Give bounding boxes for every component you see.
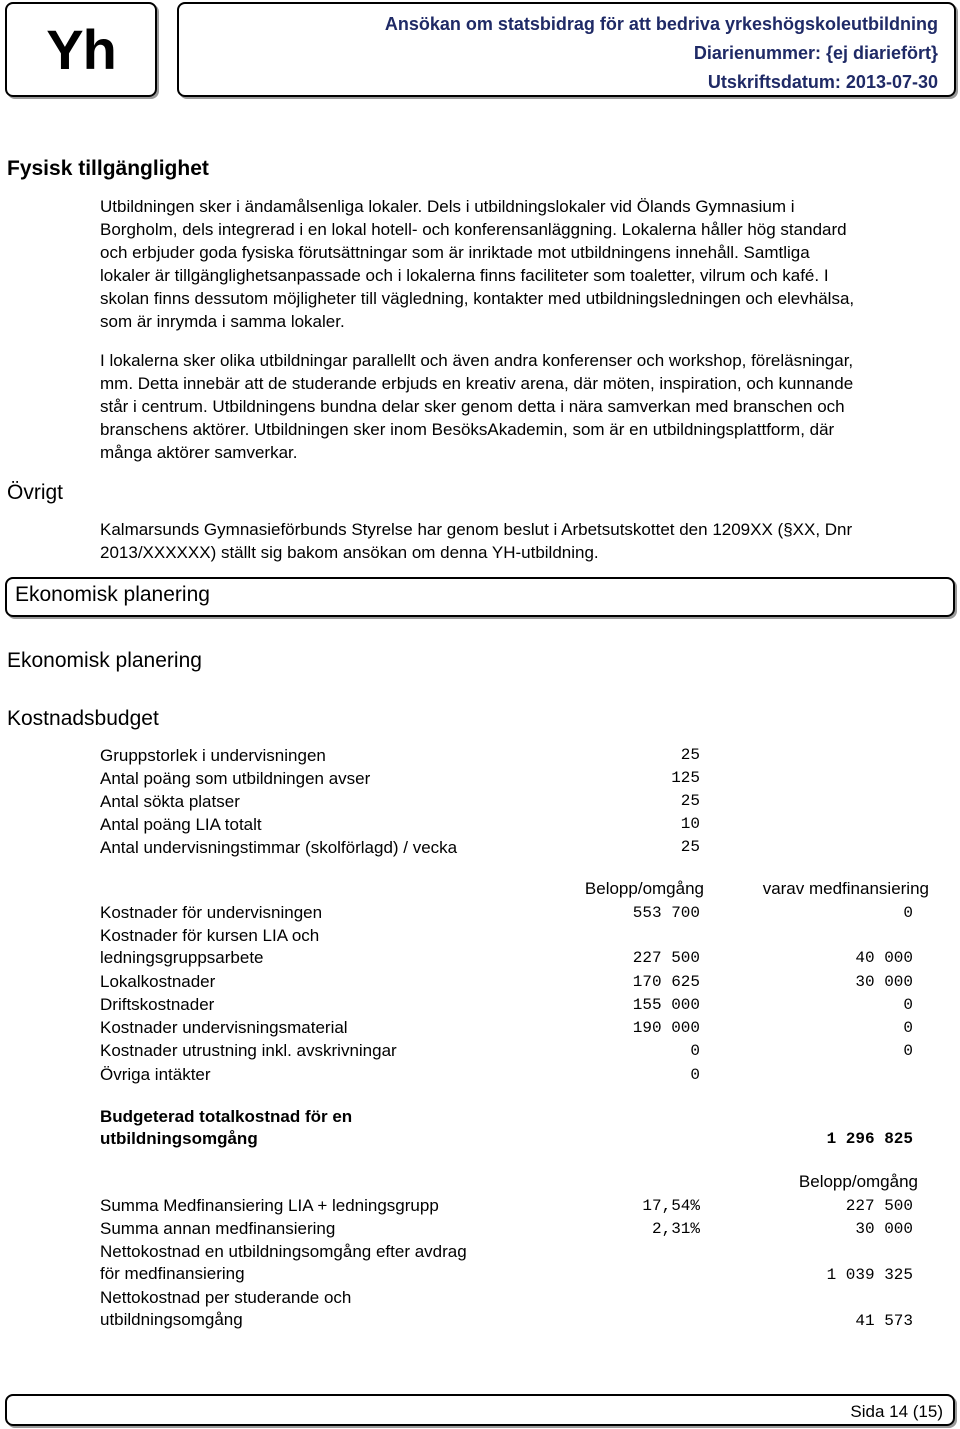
summary-label: utbildningsomgång <box>100 1310 243 1329</box>
utskriftsdatum: Utskriftsdatum: 2013-07-30 <box>707 72 938 92</box>
summary-label: Summa annan medfinansiering <box>100 1219 336 1238</box>
basics-value: 10 <box>680 815 700 833</box>
ekonomisk-heading: Ekonomisk planering <box>7 649 202 672</box>
cost-label: Kostnader utrustning inkl. avskrivningar <box>100 1041 397 1060</box>
basics-label: Gruppstorlek i undervisningen <box>100 746 326 765</box>
fysisk-line: Borgholm, dels integrerad i en lokal hotell- och konferensanläggning. Lokalerna håller hög standard <box>100 220 847 239</box>
section-box-title: Ekonomisk planering <box>15 583 210 606</box>
basics-value: 25 <box>680 838 700 856</box>
costs-col1-header: Belopp/omgång <box>584 879 704 898</box>
basics-label: Antal poäng som utbildningen avser <box>100 769 371 788</box>
cost-amount: 553 700 <box>632 904 700 922</box>
ovrigt-line: Kalmarsunds Gymnasieförbunds Styrelse har genom beslut i Arbetsutskottet den 1209XX (§XX, Dnr <box>100 520 853 539</box>
ovrigt-line: I lokalerna sker olika utbildningar parallellt och även andra konferenser och workshop, föreläsningar, <box>100 351 854 370</box>
ovrigt-line: mm. Detta innebär att de studerande erbjuds en kreativ arena, där möten, inspiration, och kunnande <box>100 374 854 393</box>
fysisk-line: skolan finns dessutom möjligheter till vägledning, kontakter med utbildningsledningen och elevhälsa, <box>100 289 855 308</box>
cost-amount: 190 000 <box>632 1019 700 1037</box>
fysisk-line: och erbjuder goda fysiska förutsättningar som är inriktade mot utbildningens innehåll. Samtliga <box>100 243 810 262</box>
document-header <box>177 2 956 97</box>
cost-label: Lokalkostnader <box>100 972 216 991</box>
ovrigt-line: 2013/XXXXXX) ställt sig bakom ansökan om denna YH-utbildning. <box>100 543 599 562</box>
summary-percent: 17,54% <box>642 1197 700 1215</box>
fysisk-heading: Fysisk tillgänglighet <box>7 157 209 180</box>
document-title: Ansökan om statsbidrag för att bedriva yrkeshögskoleutbildning <box>384 14 938 34</box>
fysisk-line: lokaler är tillgänglighetsanpassade och i lokalerna finns faciliteter som toaletter, vilrum och kafé. I <box>100 266 829 285</box>
cost-amount: 155 000 <box>632 996 700 1014</box>
fysisk-line: som är inrymda i samma lokaler. <box>100 312 345 331</box>
page-number: Sida 14 (15) <box>850 1402 943 1421</box>
cost-label: Kostnader för undervisningen <box>100 903 323 922</box>
cost-label: Kostnader för kursen LIA och <box>100 926 320 945</box>
cost-cofinancing: 30 000 <box>855 973 913 991</box>
kostnadsbudget-heading: Kostnadsbudget <box>7 707 159 730</box>
summary-label: Summa Medfinansiering LIA + ledningsgrupp <box>100 1196 439 1215</box>
cost-label: ledningsgruppsarbete <box>100 948 264 967</box>
cost-cofinancing: 0 <box>903 996 913 1014</box>
ovrigt-line: står i centrum. Utbildningens bundna delar sker genom detta i nära samverkan med branschen och <box>100 397 845 416</box>
summary-amount: 227 500 <box>845 1197 913 1215</box>
basics-label: Antal poäng LIA totalt <box>100 815 262 834</box>
cost-cofinancing: 40 000 <box>855 949 913 967</box>
cost-amount: 0 <box>690 1042 700 1060</box>
ovrigt-heading: Övrigt <box>7 481 64 504</box>
fysisk-text <box>100 195 950 333</box>
cost-label: Driftskostnader <box>100 995 215 1014</box>
ovrigt-line: många aktörer samverkar. <box>100 443 298 462</box>
cost-cofinancing: 0 <box>903 1042 913 1060</box>
summary-label: Nettokostnad en utbildningsomgång efter avdrag <box>100 1242 467 1261</box>
summary-percent: 2,31% <box>651 1220 700 1238</box>
summary-amount: 41 573 <box>855 1312 913 1330</box>
ovrigt-decision-text <box>100 518 950 564</box>
logo-text: Yh <box>46 18 116 81</box>
cost-amount: 227 500 <box>632 949 700 967</box>
basics-value: 25 <box>680 746 700 764</box>
summary-label: Nettokostnad per studerande och <box>100 1288 352 1307</box>
ovrigt-line: branschens aktörer. Utbildningen sker inom BesöksAkademin, som är en utbildningsplattform, där <box>100 420 835 439</box>
cost-amount: 170 625 <box>632 973 700 991</box>
summary-col-header: Belopp/omgång <box>798 1172 918 1191</box>
page-footer <box>5 1394 955 1426</box>
section-box <box>5 577 955 617</box>
basics-value: 125 <box>671 769 700 787</box>
summary-amount: 1 039 325 <box>826 1266 913 1284</box>
total-value: 1 296 825 <box>826 1130 913 1148</box>
costs-col2-header: varav medfinansiering <box>762 879 929 898</box>
fysisk-line: Utbildningen sker i ändamålsenliga lokaler. Dels i utbildningslokaler vid Ölands Gymnasium i <box>100 197 795 216</box>
summary-label: för medfinansiering <box>100 1264 245 1283</box>
ovrigt-text <box>100 349 950 464</box>
basics-label: Antal undervisningstimmar (skolförlagd) / vecka <box>100 838 458 857</box>
total-label: utbildningsomgång <box>100 1129 258 1148</box>
cost-cofinancing: 0 <box>903 904 913 922</box>
cost-label: Kostnader undervisningsmaterial <box>100 1018 348 1037</box>
cost-amount: 0 <box>690 1066 700 1084</box>
diarienummer: Diarienummer: {ej diariefört} <box>693 43 938 63</box>
summary-amount: 30 000 <box>855 1220 913 1238</box>
total-label: Budgeterad totalkostnad för en <box>100 1107 353 1126</box>
basics-value: 25 <box>680 792 700 810</box>
basics-label: Antal sökta platser <box>100 792 240 811</box>
yh-logo <box>5 2 157 97</box>
cost-label: Övriga intäkter <box>100 1065 211 1084</box>
cost-cofinancing: 0 <box>903 1019 913 1037</box>
